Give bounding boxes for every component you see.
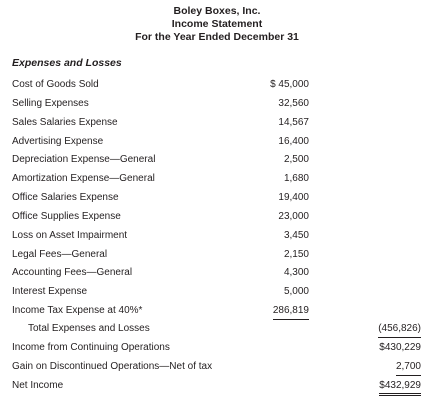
expense-label: Advertising Expense	[12, 136, 104, 147]
expense-row	[0, 78, 434, 97]
company-name: Boley Boxes, Inc.	[173, 5, 261, 17]
expense-amount: 16,400	[278, 136, 309, 147]
expense-row	[0, 116, 434, 135]
expense-row	[0, 229, 434, 248]
expense-row	[0, 248, 434, 267]
expense-label: Amortization Expense—General	[12, 173, 155, 184]
total-row	[0, 360, 434, 379]
expense-amount: 23,000	[278, 211, 309, 222]
income-continuing-amount: $430,229	[379, 342, 421, 353]
expense-row	[0, 191, 434, 210]
income-continuing-label: Income from Continuing Operations	[12, 342, 170, 353]
expense-amount: $ 45,000	[270, 79, 309, 90]
expense-label: Office Salaries Expense	[12, 192, 119, 203]
expense-row	[0, 172, 434, 191]
expense-amount: 2,500	[283, 154, 309, 165]
expense-row	[0, 304, 434, 323]
expense-amount: 1,680	[283, 173, 309, 184]
total-expenses-cell	[378, 322, 421, 338]
total-expenses-label: Total Expenses and Losses	[28, 323, 150, 334]
total-row	[0, 379, 434, 398]
net-income-label: Net Income	[12, 380, 64, 391]
section-heading-expenses: Expenses and Losses	[12, 57, 122, 69]
income-tax-amount: 286,819	[273, 304, 309, 320]
expense-label: Depreciation Expense—General	[12, 154, 156, 165]
discontinued-gain-label: Gain on Discontinued Operations—Net of tax	[12, 361, 213, 372]
expense-amount: 14,567	[278, 117, 309, 128]
expense-amount-underlined	[273, 304, 309, 320]
expense-row	[0, 210, 434, 229]
total-expenses-amount: (456,826)	[378, 322, 421, 338]
expense-label: Interest Expense	[12, 286, 88, 297]
expense-row	[0, 153, 434, 172]
expense-row	[0, 135, 434, 154]
statement-period: For the Year Ended December 31	[135, 31, 299, 43]
expense-row	[0, 266, 434, 285]
expense-label: Accounting Fees—General	[12, 267, 133, 278]
total-row	[0, 322, 434, 341]
expense-label: Income Tax Expense at 40%*	[12, 305, 143, 316]
expense-amount: 19,400	[278, 192, 309, 203]
expense-row	[0, 285, 434, 304]
net-income-cell	[379, 379, 421, 396]
discontinued-gain-amount: 2,700	[396, 360, 421, 376]
statement-header	[0, 5, 434, 44]
net-income-amount: $432,929	[379, 379, 421, 396]
expense-label: Sales Salaries Expense	[12, 117, 118, 128]
expense-label: Loss on Asset Impairment	[12, 230, 128, 241]
expense-label: Office Supplies Expense	[12, 211, 121, 222]
expense-amount: 5,000	[283, 286, 309, 297]
expense-amount: 3,450	[283, 230, 309, 241]
discontinued-gain-cell	[396, 360, 421, 376]
expense-label: Selling Expenses	[12, 98, 89, 109]
expense-amount: 2,150	[283, 249, 309, 260]
statement-title: Income Statement	[171, 18, 263, 30]
total-row	[0, 341, 434, 360]
expense-label: Cost of Goods Sold	[12, 79, 99, 90]
expense-row	[0, 97, 434, 116]
expense-amount: 32,560	[278, 98, 309, 109]
expense-label: Legal Fees—General	[12, 249, 108, 260]
expense-amount: 4,300	[283, 267, 309, 278]
